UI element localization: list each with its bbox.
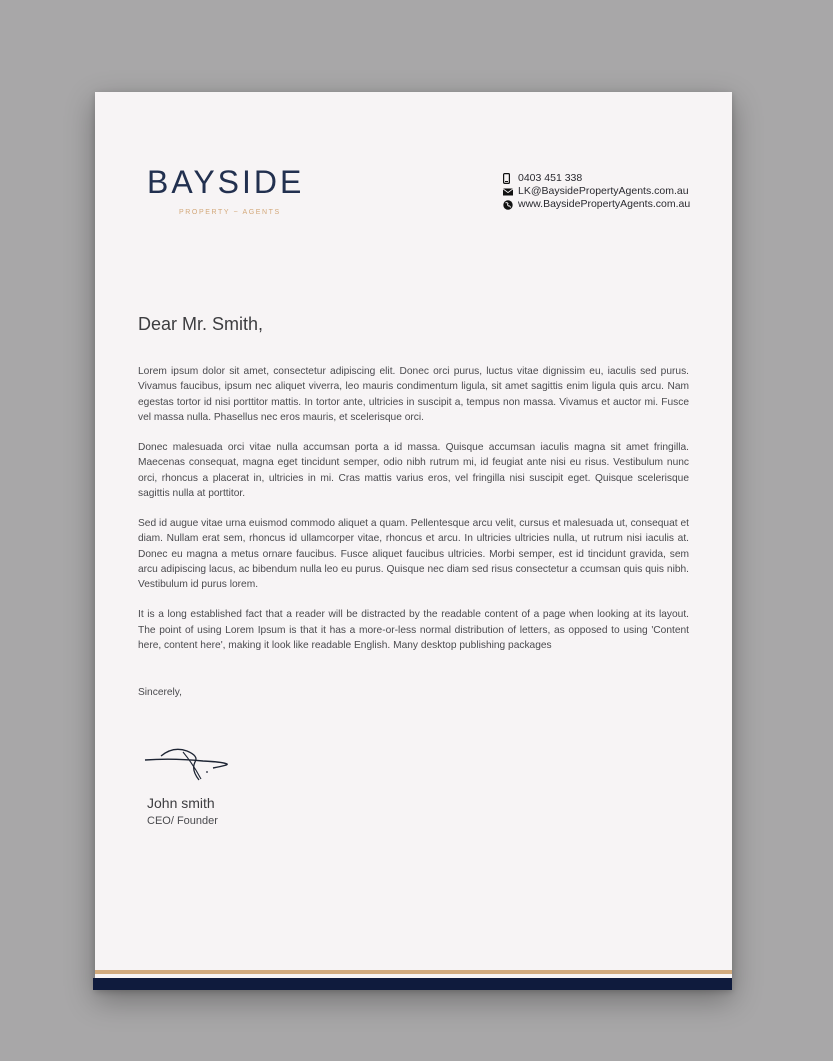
phone-number: 0403 451 338 [518, 172, 583, 184]
body-paragraph: Sed id augue vitae urna euismod commodo aliquet a quam. Pellentesque arcu velit, cursus et malesuada ut, consequat et diam. Nullam erat sem, rhoncus id ullamcorper vitae, rhoncus et arcu. In ultricies ultricies nulla, ut rutrum nisi iaculis at. Donec eu magna a metus ornare faucibus. Fusce aliquet faucibus ultricies. Morbi semper, est id tincidunt gravida, sem arcu adipiscing lacus, ac bibendum nulla leo eu purus. Quisque nec diam sed risus consectetur a ccumsan quis quis nibh. Vestibulum id purus lorem. [138, 517, 689, 591]
closing-line: Sincerely, [138, 687, 182, 698]
contact-block [503, 172, 690, 211]
letter-body [138, 364, 689, 668]
signer-name: John smith [147, 795, 215, 811]
contact-phone [503, 172, 690, 185]
body-paragraph: Donec malesuada orci vitae nulla accumsan porta a id massa. Quisque accumsan iaculis magna sit amet fringilla. Maecenas consequat, magna eget tincidunt semper, odio nibh rutrum mi, id feugiat ante nisi eu risus. Vestibulum nunc orci, rhoncus a placerat in, ultricies in mi. Cras mattis varius eros, vel fringilla nisi suscipit eget. Quisque scelerisque sagittis nulla at porttitor. [138, 441, 689, 499]
footer-navy-stripe [93, 978, 732, 990]
salutation: Dear Mr. Smith, [138, 314, 264, 334]
contact-website [503, 198, 690, 211]
body-paragraph: It is a long established fact that a reader will be distracted by the readable content of a page when looking at its layout. The point of using Lorem Ipsum is that it has a more-or-less normal distribution of letters, as opposed to using 'Content here, content here', making it look like readable English. Many desktop publishing packages [138, 609, 689, 651]
email-address[interactable]: LK@BaysidePropertyAgents.com.au [518, 185, 689, 197]
envelope-icon [503, 186, 515, 197]
footer-gold-stripe [95, 970, 732, 974]
logo-tagline: PROPERTY ~ AGENTS [179, 209, 281, 216]
handwritten-signature [143, 742, 233, 787]
logo-wordmark: BAYSIDE [147, 164, 305, 200]
company-logo [147, 164, 322, 219]
letterhead-page [95, 92, 732, 990]
body-paragraph: Lorem ipsum dolor sit amet, consectetur adipiscing elit. Donec orci purus, luctus vitae dignissim eu, iaculis sed purus. Vivamus faucibus, ipsum nec aliquet viverra, leo mauris condimentum ligula, sit amet sagittis enim ligula quis arcu. Nam egestas tortor id nisi porttitor mattis. In tortor ante, ultricies in suscipit a, tempus non massa. Vivamus et auctor mi. Fusce vel massa nulla. Phasellus nec eros mauris, et scelerisque orci. [138, 366, 689, 423]
website-url[interactable]: www.BaysidePropertyAgents.com.au [518, 198, 691, 210]
contact-email [503, 185, 690, 198]
mobile-phone-icon [503, 173, 515, 184]
globe-icon [503, 199, 515, 210]
signer-title: CEO/ Founder [147, 815, 218, 827]
